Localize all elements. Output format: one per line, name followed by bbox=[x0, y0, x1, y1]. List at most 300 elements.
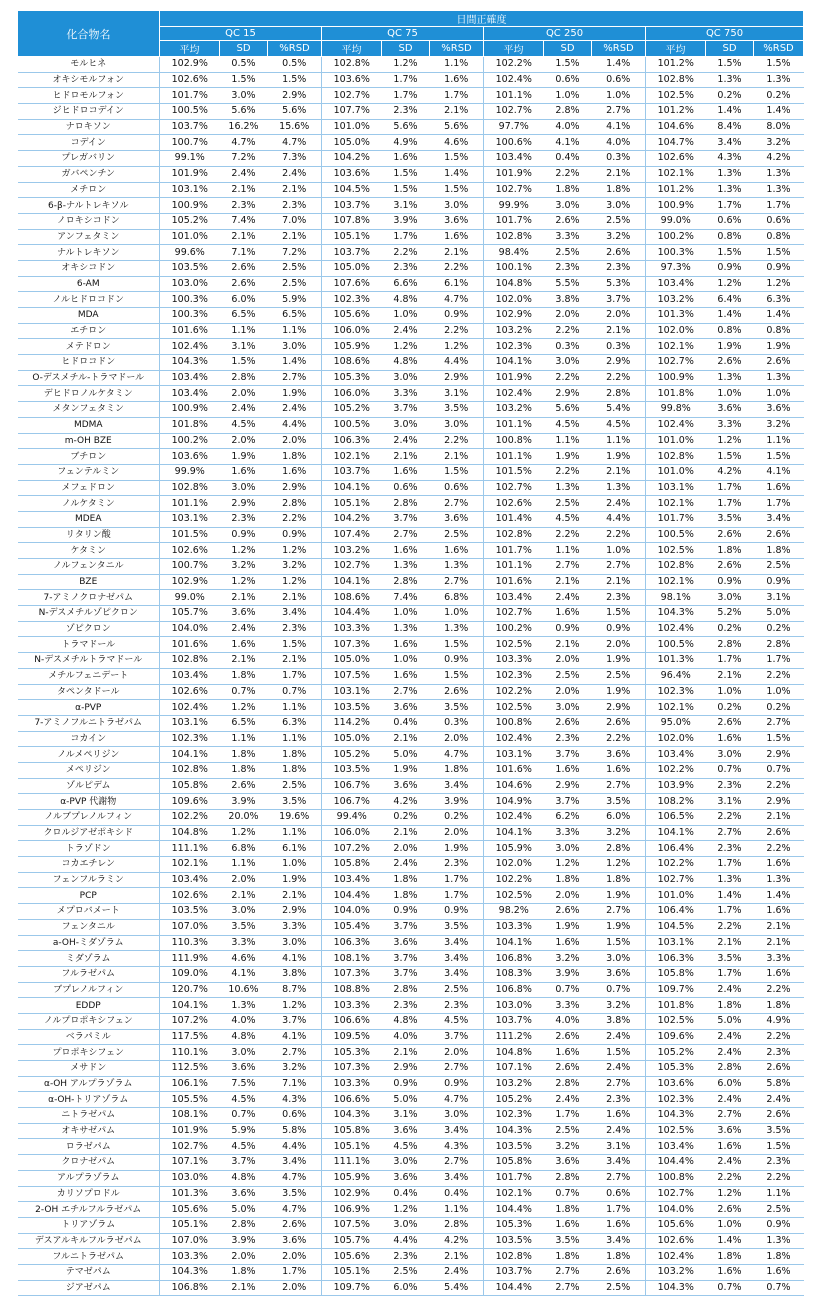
qc750-header: QC 750 bbox=[646, 27, 804, 41]
mean-cell: 103.4% bbox=[322, 872, 382, 888]
sd-cell: 1.1% bbox=[220, 857, 268, 873]
mean-cell: 103.4% bbox=[160, 370, 220, 386]
rsd-cell: 2.1% bbox=[592, 323, 646, 339]
mean-cell: 107.0% bbox=[160, 1233, 220, 1249]
table-row bbox=[18, 323, 804, 339]
rsd-cell: 1.7% bbox=[754, 653, 804, 669]
table-row bbox=[18, 1217, 804, 1233]
mean-cell: 106.3% bbox=[646, 951, 706, 967]
rsd-header: %RSD bbox=[592, 41, 646, 57]
table-row bbox=[18, 151, 804, 167]
mean-cell: 105.6% bbox=[322, 308, 382, 324]
sd-cell: 1.5% bbox=[382, 166, 430, 182]
mean-cell: 100.8% bbox=[646, 1170, 706, 1186]
sd-cell: 2.8% bbox=[382, 574, 430, 590]
rsd-cell: 1.6% bbox=[430, 543, 484, 559]
mean-cell: 108.8% bbox=[322, 982, 382, 998]
mean-cell: 102.4% bbox=[484, 72, 544, 88]
sd-cell: 1.6% bbox=[382, 668, 430, 684]
sd-cell: 3.6% bbox=[382, 935, 430, 951]
sd-cell: 2.0% bbox=[544, 653, 592, 669]
rsd-cell: 1.4% bbox=[592, 57, 646, 73]
sd-cell: 4.4% bbox=[382, 1233, 430, 1249]
sd-cell: 3.9% bbox=[544, 966, 592, 982]
rsd-cell: 4.7% bbox=[268, 135, 322, 151]
sd-cell: 3.0% bbox=[382, 370, 430, 386]
rsd-cell: 1.8% bbox=[754, 998, 804, 1014]
compound-name-cell: クロルジアゼポキシド bbox=[18, 825, 160, 841]
mean-cell: 105.8% bbox=[160, 778, 220, 794]
rsd-cell: 3.2% bbox=[592, 998, 646, 1014]
rsd-cell: 2.6% bbox=[592, 1264, 646, 1280]
rsd-cell: 0.4% bbox=[430, 1186, 484, 1202]
compound-name-cell: オキシコドン bbox=[18, 260, 160, 276]
sd-cell: 1.7% bbox=[706, 198, 754, 214]
sd-cell: 4.5% bbox=[382, 1139, 430, 1155]
mean-cell: 101.0% bbox=[322, 119, 382, 135]
rsd-cell: 3.4% bbox=[430, 951, 484, 967]
sd-cell: 2.5% bbox=[382, 1264, 430, 1280]
table-row bbox=[18, 762, 804, 778]
sd-cell: 2.3% bbox=[382, 104, 430, 120]
rsd-cell: 2.5% bbox=[268, 778, 322, 794]
sd-cell: 1.6% bbox=[220, 637, 268, 653]
sd-cell: 3.7% bbox=[544, 794, 592, 810]
rsd-cell: 1.1% bbox=[268, 323, 322, 339]
rsd-cell: 2.3% bbox=[430, 857, 484, 873]
mean-cell: 103.2% bbox=[484, 323, 544, 339]
sd-cell: 3.9% bbox=[220, 794, 268, 810]
sd-cell: 2.3% bbox=[544, 260, 592, 276]
mean-cell: 98.2% bbox=[484, 904, 544, 920]
sd-cell: 1.7% bbox=[706, 857, 754, 873]
mean-cell: 106.4% bbox=[646, 841, 706, 857]
mean-cell: 102.6% bbox=[646, 151, 706, 167]
mean-cell: 102.7% bbox=[322, 559, 382, 575]
mean-cell: 100.9% bbox=[646, 198, 706, 214]
rsd-cell: 1.9% bbox=[592, 684, 646, 700]
mean-cell: 97.7% bbox=[484, 119, 544, 135]
sd-cell: 2.8% bbox=[544, 1170, 592, 1186]
rsd-cell: 1.9% bbox=[268, 386, 322, 402]
rsd-cell: 0.2% bbox=[430, 810, 484, 826]
mean-cell: 105.7% bbox=[322, 1233, 382, 1249]
rsd-cell: 2.2% bbox=[592, 370, 646, 386]
mean-cell: 102.1% bbox=[646, 496, 706, 512]
rsd-cell: 3.4% bbox=[430, 1170, 484, 1186]
sd-cell: 1.6% bbox=[706, 1139, 754, 1155]
sd-cell: 1.7% bbox=[544, 1108, 592, 1124]
mean-cell: 104.7% bbox=[646, 135, 706, 151]
sd-cell: 7.4% bbox=[220, 213, 268, 229]
sd-cell: 1.3% bbox=[706, 166, 754, 182]
accuracy-table-container bbox=[17, 10, 803, 1296]
mean-header: 平均 bbox=[484, 41, 544, 57]
mean-cell: 105.3% bbox=[484, 1217, 544, 1233]
table-row bbox=[18, 386, 804, 402]
rsd-cell: 0.2% bbox=[754, 621, 804, 637]
sd-cell: 1.7% bbox=[382, 88, 430, 104]
rsd-cell: 1.6% bbox=[754, 1264, 804, 1280]
sd-cell: 2.4% bbox=[544, 590, 592, 606]
rsd-cell: 3.0% bbox=[268, 339, 322, 355]
sd-cell: 3.7% bbox=[220, 1155, 268, 1171]
mean-cell: 101.0% bbox=[646, 464, 706, 480]
rsd-cell: 2.6% bbox=[592, 245, 646, 261]
compound-name-cell: アンフェタミン bbox=[18, 229, 160, 245]
rsd-cell: 5.8% bbox=[268, 1123, 322, 1139]
sd-cell: 4.5% bbox=[220, 417, 268, 433]
mean-cell: 102.6% bbox=[160, 72, 220, 88]
rsd-cell: 2.9% bbox=[592, 700, 646, 716]
mean-cell: 103.2% bbox=[646, 1264, 706, 1280]
compound-name-cell: フェンテルミン bbox=[18, 464, 160, 480]
compound-name-cell: デスアルキルフルラゼパム bbox=[18, 1233, 160, 1249]
rsd-cell: 3.4% bbox=[430, 1123, 484, 1139]
sd-cell: 5.6% bbox=[544, 402, 592, 418]
rsd-cell: 2.2% bbox=[754, 1029, 804, 1045]
mean-cell: 102.1% bbox=[160, 857, 220, 873]
rsd-cell: 2.1% bbox=[754, 919, 804, 935]
sd-cell: 7.2% bbox=[220, 151, 268, 167]
mean-cell: 101.6% bbox=[484, 762, 544, 778]
sd-cell: 1.0% bbox=[382, 606, 430, 622]
compound-name-cell: N-デスメチルトラマドール bbox=[18, 653, 160, 669]
mean-cell: 101.6% bbox=[160, 323, 220, 339]
qc250-header: QC 250 bbox=[484, 27, 646, 41]
sd-cell: 6.8% bbox=[220, 841, 268, 857]
sd-cell: 2.2% bbox=[382, 245, 430, 261]
mean-cell: 106.0% bbox=[322, 386, 382, 402]
sd-cell: 2.1% bbox=[220, 229, 268, 245]
table-header bbox=[18, 11, 804, 57]
mean-cell: 100.7% bbox=[160, 559, 220, 575]
sd-cell: 1.5% bbox=[706, 57, 754, 73]
rsd-cell: 0.7% bbox=[754, 762, 804, 778]
mean-cell: 101.1% bbox=[160, 496, 220, 512]
sd-cell: 4.8% bbox=[220, 1170, 268, 1186]
sd-cell: 4.8% bbox=[382, 355, 430, 371]
mean-cell: 102.3% bbox=[646, 1092, 706, 1108]
rsd-cell: 1.6% bbox=[754, 857, 804, 873]
mean-cell: 104.0% bbox=[646, 1202, 706, 1218]
sd-cell: 2.6% bbox=[544, 1061, 592, 1077]
rsd-cell: 1.8% bbox=[268, 747, 322, 763]
sd-cell: 0.7% bbox=[706, 762, 754, 778]
sd-cell: 3.0% bbox=[706, 747, 754, 763]
rsd-cell: 2.2% bbox=[592, 527, 646, 543]
mean-cell: 104.3% bbox=[484, 1123, 544, 1139]
sd-cell: 3.0% bbox=[544, 355, 592, 371]
rsd-cell: 1.6% bbox=[754, 904, 804, 920]
mean-cell: 104.1% bbox=[484, 355, 544, 371]
rsd-cell: 7.3% bbox=[268, 151, 322, 167]
compound-name-cell: トリアゾラム bbox=[18, 1217, 160, 1233]
compound-name-cell: α-OH-トリアゾラム bbox=[18, 1092, 160, 1108]
sd-cell: 2.8% bbox=[220, 1217, 268, 1233]
compound-name-cell: m-OH BZE bbox=[18, 433, 160, 449]
rsd-cell: 2.1% bbox=[430, 449, 484, 465]
table-row bbox=[18, 731, 804, 747]
rsd-cell: 4.2% bbox=[430, 1233, 484, 1249]
mean-cell: 104.1% bbox=[322, 574, 382, 590]
rsd-cell: 3.6% bbox=[754, 402, 804, 418]
mean-cell: 102.8% bbox=[484, 229, 544, 245]
sd-cell: 2.3% bbox=[382, 260, 430, 276]
mean-cell: 102.7% bbox=[322, 88, 382, 104]
sd-cell: 4.8% bbox=[220, 1029, 268, 1045]
mean-cell: 98.4% bbox=[484, 245, 544, 261]
rsd-cell: 1.3% bbox=[754, 370, 804, 386]
sd-cell: 3.5% bbox=[220, 919, 268, 935]
mean-cell: 103.0% bbox=[160, 276, 220, 292]
sd-cell: 2.6% bbox=[706, 715, 754, 731]
rsd-cell: 0.9% bbox=[592, 621, 646, 637]
table-row bbox=[18, 998, 804, 1014]
table-row bbox=[18, 182, 804, 198]
mean-cell: 102.0% bbox=[646, 323, 706, 339]
mean-cell: 102.8% bbox=[484, 527, 544, 543]
rsd-cell: 2.7% bbox=[268, 1045, 322, 1061]
rsd-cell: 1.1% bbox=[754, 1186, 804, 1202]
mean-cell: 99.6% bbox=[160, 245, 220, 261]
rsd-cell: 2.1% bbox=[754, 935, 804, 951]
mean-cell: 101.8% bbox=[646, 386, 706, 402]
rsd-cell: 6.1% bbox=[268, 841, 322, 857]
rsd-cell: 1.7% bbox=[754, 496, 804, 512]
rsd-cell: 2.1% bbox=[592, 166, 646, 182]
rsd-cell: 0.3% bbox=[592, 339, 646, 355]
rsd-cell: 2.6% bbox=[754, 527, 804, 543]
mean-cell: 100.5% bbox=[322, 417, 382, 433]
sd-cell: 1.5% bbox=[706, 449, 754, 465]
rsd-cell: 2.1% bbox=[268, 590, 322, 606]
mean-cell: 104.3% bbox=[646, 1280, 706, 1296]
sd-cell: 3.6% bbox=[382, 1123, 430, 1139]
table-row bbox=[18, 370, 804, 386]
sd-cell: 1.1% bbox=[544, 543, 592, 559]
mean-cell: 102.9% bbox=[160, 574, 220, 590]
sd-cell: 1.3% bbox=[706, 872, 754, 888]
sd-cell: 1.2% bbox=[220, 543, 268, 559]
sd-cell: 2.6% bbox=[706, 527, 754, 543]
mean-cell: 101.7% bbox=[646, 511, 706, 527]
rsd-cell: 1.1% bbox=[592, 433, 646, 449]
mean-cell: 102.3% bbox=[646, 684, 706, 700]
rsd-cell: 1.2% bbox=[754, 276, 804, 292]
compound-name-cell: ニトラゼパム bbox=[18, 1108, 160, 1124]
sd-cell: 3.3% bbox=[220, 935, 268, 951]
compound-name-cell: ノルブプレノルフィン bbox=[18, 810, 160, 826]
sd-cell: 1.4% bbox=[706, 888, 754, 904]
sd-cell: 2.1% bbox=[544, 574, 592, 590]
rsd-cell: 0.9% bbox=[430, 1076, 484, 1092]
table-row bbox=[18, 198, 804, 214]
sd-cell: 0.9% bbox=[220, 527, 268, 543]
rsd-cell: 2.9% bbox=[430, 370, 484, 386]
table-row bbox=[18, 668, 804, 684]
sd-cell: 1.8% bbox=[706, 998, 754, 1014]
rsd-cell: 1.0% bbox=[592, 543, 646, 559]
sd-cell: 1.0% bbox=[382, 653, 430, 669]
mean-cell: 108.6% bbox=[322, 355, 382, 371]
rsd-cell: 2.5% bbox=[430, 982, 484, 998]
mean-cell: 100.8% bbox=[484, 715, 544, 731]
mean-cell: 103.0% bbox=[160, 1170, 220, 1186]
mean-cell: 104.1% bbox=[160, 998, 220, 1014]
sd-cell: 1.9% bbox=[706, 339, 754, 355]
sd-cell: 5.5% bbox=[544, 276, 592, 292]
mean-cell: 97.3% bbox=[646, 260, 706, 276]
mean-cell: 107.1% bbox=[160, 1155, 220, 1171]
mean-cell: 109.7% bbox=[646, 982, 706, 998]
mean-cell: 102.8% bbox=[160, 480, 220, 496]
rsd-cell: 1.2% bbox=[268, 998, 322, 1014]
mean-cell: 102.5% bbox=[484, 637, 544, 653]
rsd-cell: 2.1% bbox=[430, 245, 484, 261]
sd-cell: 1.5% bbox=[382, 182, 430, 198]
rsd-cell: 1.5% bbox=[430, 668, 484, 684]
table-row bbox=[18, 1155, 804, 1171]
sd-cell: 0.4% bbox=[544, 151, 592, 167]
mean-cell: 99.8% bbox=[646, 402, 706, 418]
rsd-cell: 2.1% bbox=[268, 888, 322, 904]
rsd-cell: 2.7% bbox=[592, 1170, 646, 1186]
mean-cell: 103.3% bbox=[322, 998, 382, 1014]
rsd-cell: 1.5% bbox=[268, 637, 322, 653]
rsd-cell: 2.0% bbox=[592, 637, 646, 653]
mean-cell: 105.2% bbox=[160, 213, 220, 229]
sd-cell: 1.8% bbox=[544, 1202, 592, 1218]
mean-cell: 103.2% bbox=[646, 292, 706, 308]
mean-cell: 102.3% bbox=[484, 668, 544, 684]
sd-cell: 2.9% bbox=[544, 778, 592, 794]
compound-name-cell: メサドン bbox=[18, 1061, 160, 1077]
rsd-cell: 1.6% bbox=[268, 464, 322, 480]
compound-name-cell: ゾルピデム bbox=[18, 778, 160, 794]
rsd-cell: 2.4% bbox=[592, 1029, 646, 1045]
rsd-cell: 2.9% bbox=[754, 794, 804, 810]
rsd-cell: 2.1% bbox=[268, 229, 322, 245]
table-row bbox=[18, 355, 804, 371]
rsd-cell: 2.8% bbox=[592, 841, 646, 857]
mean-cell: 100.3% bbox=[160, 308, 220, 324]
mean-cell: 105.1% bbox=[160, 1217, 220, 1233]
sd-cell: 2.1% bbox=[382, 731, 430, 747]
mean-cell: 104.5% bbox=[646, 919, 706, 935]
mean-cell: 102.2% bbox=[646, 857, 706, 873]
sd-cell: 0.8% bbox=[706, 323, 754, 339]
rsd-cell: 1.6% bbox=[430, 229, 484, 245]
rsd-cell: 5.3% bbox=[592, 276, 646, 292]
table-row bbox=[18, 245, 804, 261]
mean-cell: 101.8% bbox=[646, 998, 706, 1014]
rsd-cell: 0.6% bbox=[592, 72, 646, 88]
mean-cell: 103.9% bbox=[646, 778, 706, 794]
sd-cell: 1.6% bbox=[544, 606, 592, 622]
mean-cell: 100.5% bbox=[646, 527, 706, 543]
rsd-cell: 3.4% bbox=[268, 606, 322, 622]
sd-cell: 6.5% bbox=[220, 308, 268, 324]
sd-cell: 2.4% bbox=[220, 166, 268, 182]
mean-cell: 104.3% bbox=[322, 1108, 382, 1124]
rsd-cell: 2.3% bbox=[268, 198, 322, 214]
sd-cell: 0.9% bbox=[706, 574, 754, 590]
mean-cell: 102.7% bbox=[646, 1186, 706, 1202]
rsd-cell: 2.1% bbox=[268, 653, 322, 669]
sd-cell: 2.6% bbox=[706, 559, 754, 575]
sd-cell: 2.1% bbox=[220, 653, 268, 669]
sd-cell: 1.8% bbox=[220, 747, 268, 763]
sd-cell: 1.7% bbox=[706, 966, 754, 982]
rsd-cell: 0.7% bbox=[268, 684, 322, 700]
rsd-cell: 3.4% bbox=[592, 1155, 646, 1171]
mean-cell: 105.8% bbox=[322, 1123, 382, 1139]
rsd-cell: 4.1% bbox=[268, 951, 322, 967]
mean-cell: 103.3% bbox=[322, 1076, 382, 1092]
table-row bbox=[18, 559, 804, 575]
sd-cell: 2.7% bbox=[382, 684, 430, 700]
sd-cell: 1.0% bbox=[706, 386, 754, 402]
table-row bbox=[18, 57, 804, 73]
mean-header: 平均 bbox=[646, 41, 706, 57]
rsd-cell: 2.5% bbox=[592, 668, 646, 684]
mean-cell: 104.2% bbox=[322, 151, 382, 167]
mean-cell: 100.1% bbox=[484, 260, 544, 276]
sd-cell: 3.2% bbox=[220, 559, 268, 575]
mean-cell: 111.1% bbox=[322, 1155, 382, 1171]
rsd-cell: 1.9% bbox=[268, 872, 322, 888]
mean-cell: 105.3% bbox=[322, 370, 382, 386]
rsd-cell: 3.4% bbox=[430, 935, 484, 951]
sd-cell: 3.3% bbox=[544, 825, 592, 841]
mean-cell: 103.4% bbox=[484, 151, 544, 167]
sd-cell: 2.8% bbox=[544, 1076, 592, 1092]
rsd-cell: 2.0% bbox=[268, 433, 322, 449]
mean-cell: 102.7% bbox=[484, 606, 544, 622]
rsd-cell: 2.9% bbox=[268, 904, 322, 920]
sd-cell: 2.7% bbox=[544, 1264, 592, 1280]
mean-cell: 111.9% bbox=[160, 951, 220, 967]
table-row bbox=[18, 590, 804, 606]
rsd-cell: 1.1% bbox=[430, 1202, 484, 1218]
rsd-cell: 2.6% bbox=[754, 1061, 804, 1077]
mean-cell: 108.1% bbox=[322, 951, 382, 967]
mean-cell: 105.2% bbox=[484, 1092, 544, 1108]
mean-cell: 104.8% bbox=[484, 1045, 544, 1061]
rsd-cell: 1.3% bbox=[430, 621, 484, 637]
compound-name-cell: ノルヒドロコドン bbox=[18, 292, 160, 308]
mean-cell: 101.1% bbox=[484, 88, 544, 104]
sd-cell: 3.6% bbox=[382, 700, 430, 716]
compound-name-cell: メテドロン bbox=[18, 339, 160, 355]
mean-cell: 103.6% bbox=[646, 1076, 706, 1092]
mean-cell: 102.6% bbox=[160, 543, 220, 559]
sd-cell: 2.9% bbox=[220, 496, 268, 512]
mean-cell: 103.7% bbox=[322, 245, 382, 261]
rsd-cell: 3.6% bbox=[268, 1233, 322, 1249]
table-row bbox=[18, 919, 804, 935]
rsd-cell: 3.5% bbox=[430, 919, 484, 935]
rsd-cell: 2.4% bbox=[754, 1092, 804, 1108]
rsd-header: %RSD bbox=[754, 41, 804, 57]
rsd-cell: 2.1% bbox=[430, 1249, 484, 1265]
sd-cell: 2.3% bbox=[706, 841, 754, 857]
sd-cell: 4.0% bbox=[544, 1013, 592, 1029]
mean-cell: 104.4% bbox=[484, 1202, 544, 1218]
sd-cell: 5.0% bbox=[706, 1013, 754, 1029]
group-title-header: 日間正確度 bbox=[160, 11, 804, 27]
